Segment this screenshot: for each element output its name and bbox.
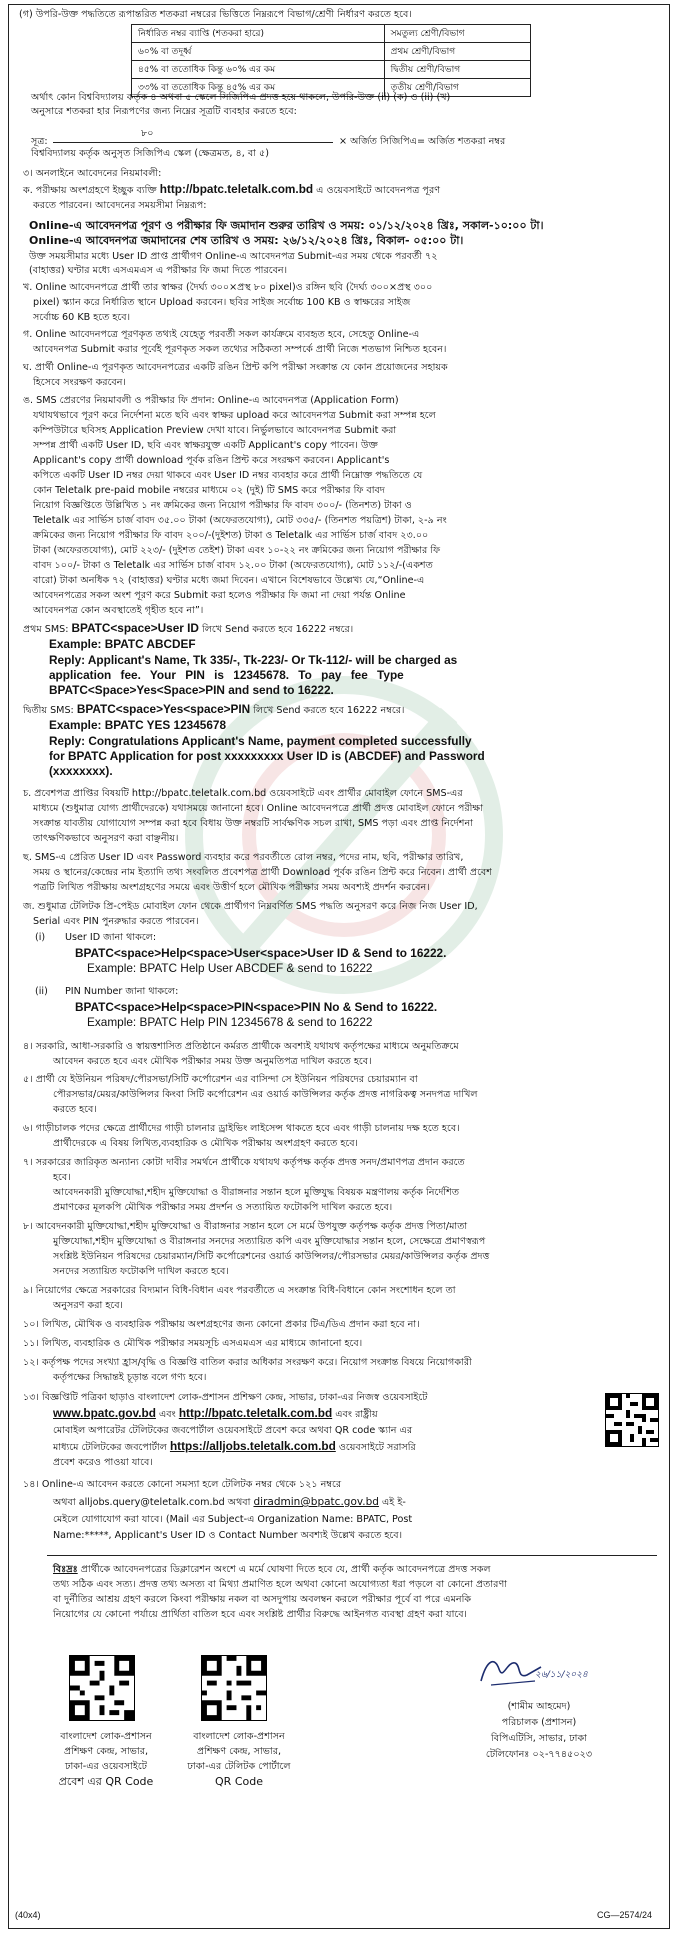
item-14: ১৪। Online-এ আবেদন করতে কোনো সমস্যা হলে টেলিটক নম্বর থেকে ১২১ নম্বরে: [23, 1479, 342, 1490]
teletalk-link[interactable]: http://bpatc.teletalk.com.bd: [178, 1406, 333, 1420]
table-row: [132, 25, 531, 43]
signer-org: বিপিএটিসি, সাভার, ঢাকা: [491, 1733, 587, 1744]
item-14: মেইলে যোগাযোগ করা যাবে। (Mail এর Subject-এ Organization Name: BPATC, Post: [53, 1514, 413, 1525]
table-cell: দ্বিতীয় শ্রেণী/বিভাগ: [384, 61, 530, 79]
bpatc-website-link[interactable]: www.bpatc.gov.bd: [53, 1406, 156, 1420]
second-sms-reply: for BPATC Application for post xxxxxxxxx User ID is (ABCDEF) and Password: [49, 749, 485, 763]
item-sms: কপিতে একটি User ID নম্বর দেয়া থাকবে এবং User ID নম্বর ব্যবহার করে প্রার্থী নিম্নোক্ত পদ্ধতিতে যে: [33, 470, 423, 481]
qr2-caption-line: প্রশিক্ষণ কেন্দ্র, সাভার,: [196, 1746, 282, 1757]
formula-label: সূত্র:: [31, 136, 48, 147]
item-sms: যথাযথভাবে পূরণ করে নির্দেশনা মতে ছবি এবং স্বাক্ষর upload করে আবেদনপত্র Submit করা সম্পন্ন হলে: [33, 410, 436, 421]
item-kha: pixel) স্ক্যান করে নির্ধারিত স্থানে Upload করবেন। ছবির সাইজ সর্বোচ্চ 100 KB ও স্বাক্ষরের সাইজ: [33, 297, 411, 308]
item-sms: ক্রমিকের জন্য নিয়োগ পরীক্ষার ফি বাবদ ২০০/-(দুইশত) টাকা ও Teletalk এর সার্ভিস চার্জ বাবদ ২৩.০০: [33, 530, 429, 541]
second-sms-label: দ্বিতীয় SMS:: [23, 705, 74, 716]
table-cell: ৪৫% বা ততোধিক কিন্তু ৬০% এর কম: [132, 61, 385, 79]
item-14-emails: [53, 1496, 406, 1509]
item-6: ৬। গাড়ীচালক পদের ক্ষেত্রে প্রার্থীদের গাড়ী চালনার ড্রাইভিং লাইসেন্স থাকতে হবে এবং গাড়ী চালনায় দক্ষ হতে হবে।: [23, 1123, 460, 1134]
item-12: কর্তৃপক্ষের সিদ্ধান্তই চূড়ান্ত বলে গণ্য হবে।: [53, 1372, 207, 1383]
second-sms-example: Example: BPATC YES 12345678: [49, 718, 227, 732]
item-chha: ছ. SMS-এ প্রেরিত User ID এবং Password ব্যবহার করে পরবর্তীতে রোল নম্বর, পদের নাম, ছবি, পরীক্ষার তারিখ,: [23, 852, 464, 863]
item-sms: কম্পিউটারে ছবিসহ Application Preview দেখা যাবে। নির্ভুলভাবে আবেদনপত্র Submit করা: [33, 425, 397, 436]
item-11: ১১। লিখিত, ব্যবহারিক ও মৌখিক পরীক্ষার সময়সূচি এসএমএস এর মাধ্যমে জানানো হবে।: [23, 1338, 363, 1349]
signature-date: ২৬/১১/২০২৪: [535, 1670, 588, 1680]
item-sms: সম্পন্ন প্রার্থী একটি User ID, ছবি এবং স্বাক্ষরযুক্ত একটি Applicant's copy পাবেন। উক্ত: [33, 440, 378, 451]
item-8: সংশ্লিষ্ট ইউনিয়ন পরিষদের চেয়ারম্যান/সিটি কর্পোরেশনের ওয়ার্ড কাউন্সিলর/পৌরসভার মেয়র/কাউন্সিলর কর্তৃক প্রদত্ত: [53, 1251, 490, 1262]
item-gha: হিসেবে সংরক্ষণ করবেন।: [33, 377, 126, 388]
item-sms: Applicant's copy প্রার্থী download পূর্বক রঙিন প্রিন্ট করে সংরক্ষণ করবেন। Applicant's: [33, 455, 390, 466]
ja-ii-heading: PIN Number জানা থাকলে:: [65, 986, 179, 997]
item-sms: বারো) টাকা অনধিক ৭২ (বাহাত্তর) ঘণ্টার মধ্যে জমা দিবেন। এখানে বিশেষভাবে উল্লেখ্য যে,“Online-এ: [33, 575, 425, 586]
item-sms: কোন Teletalk pre-paid mobile নম্বরের মাধ্যমে ০২ (দুই) টি SMS করে পরীক্ষার ফি বাবদ: [33, 485, 385, 496]
warning-text: বা দুর্নীতির আশ্রয় গ্রহণ করলে কিংবা পরীক্ষায় নকল বা অসদুপায় অবলম্বন করলে পরীক্ষার পূর্বে বা পরে এমনকি: [53, 1594, 472, 1605]
warning-text: প্রার্থীকে আবেদনপত্রের ডিক্লারেশন অংশে এ মর্মে ঘোষণা দিতে হবে যে, প্রার্থী কর্তৃক আবেদনপত্রে প্রদত্ত সকল: [80, 1564, 491, 1575]
item-10: ১০। লিখিত, মৌখিক ও ব্যবহারিক পরীক্ষায় অংশগ্রহণের জন্য কোনো প্রকার টিএ/ডিএ প্রদান করা হবে না।: [23, 1319, 420, 1330]
formula-numerator: ৮০: [141, 128, 154, 139]
item-sms: ঙ. SMS প্রেরণের নিয়মাবলী ও পরীক্ষার ফি প্রদান: Online-এ আবেদনপত্র (Application Form): [23, 395, 399, 406]
item-kha: সর্বোচ্চ 60 KB হতে হবে।: [33, 312, 131, 323]
table-cell: ৩৩% বা ততোধিক কিন্তু ৪৫% এর কম: [132, 79, 385, 97]
item-13-text: মাধ্যমে টেলিটকের জবপোর্টাল: [53, 1442, 167, 1453]
table-header: নির্ধারিত নম্বর ব্যাপ্তি (শতকরা হারে): [132, 25, 385, 43]
item-4: আবেদন করতে হবে এবং মৌখিক পরীক্ষার সময় উক্ত অনুমতিপত্র দাখিল করতে হবে।: [53, 1056, 372, 1067]
formula-result: × অর্জিত সিজিপিএ= অর্জিত শতকরা নম্বর: [339, 136, 506, 147]
ja-ii-command: BPATC<space>Help<space>PIN<space>PIN No & Send to 16222.: [75, 1000, 438, 1014]
item-13-text: ওয়েবসাইটে সরাসরি: [338, 1442, 416, 1453]
item-7: আবেদনকারী মুক্তিযোদ্ধা,শহীদ মুক্তিযোদ্ধা ও বীরাঙ্গনার সন্তান হলে মুক্তিযুদ্ধ বিষয়ক মন্ত্রণালয় কর্তৃক নির্দেশিত: [53, 1187, 460, 1198]
item-cha: চ. প্রবেশপত্র প্রাপ্তির বিষয়টি http://bpatc.teletalk.com.bd ওয়েবসাইটে এবং প্রার্থীর মোবাইল ফোনে SMS-এর: [23, 788, 463, 799]
item-ja: Serial এবং PIN পুনরুদ্ধার করতে পারবেন।: [33, 916, 199, 927]
item-8: ৮। আবেদনকারী মুক্তিযোদ্ধা,শহীদ মুক্তিযোদ্ধা ও বীরাঙ্গনার সন্তান হলে সে মর্মে উপযুক্ত কর্তৃপক্ষ কর্তৃক প্রদত্ত পিতা/মাতা: [23, 1221, 468, 1232]
diradmin-email-link[interactable]: diradmin@bpatc.gov.bd: [253, 1496, 379, 1508]
ja-ii-label: (ii): [35, 986, 48, 997]
alljobs-link[interactable]: https://alljobs.teletalk.com.bd: [169, 1439, 336, 1453]
signer-title: পরিচালক (প্রশাসন): [501, 1717, 577, 1728]
item-13-alljobs: [53, 1440, 416, 1454]
grade-table: [131, 24, 531, 97]
item-13: প্রবেশ করেও পাওয়া যাবে।: [53, 1457, 153, 1468]
qr1-caption-line: প্রশিক্ষণ কেন্দ্র, সাভার,: [63, 1746, 149, 1757]
qr1-caption-line: প্রবেশ এর QR Code: [58, 1775, 154, 1788]
table-header: সমতুল্য শ্রেণী/বিভাগ: [384, 25, 530, 43]
first-sms-reply: Reply: Applicant's Name, Tk 335/-, Tk-223/- Or Tk-112/- will be charged as: [49, 653, 458, 667]
qr2-caption-line: QR Code: [215, 1775, 263, 1788]
qr2-caption: [179, 1729, 299, 1789]
first-sms-example: Example: BPATC ABCDEF: [49, 637, 196, 651]
item-13: মোবাইল অপারেটর টেলিটকের জবপোর্টাল ওয়েবসাইটে প্রবেশ করে অথবা QR code স্ক্যান এর: [53, 1425, 413, 1436]
formula-denominator: বিশ্ববিদ্যালয় কর্তৃক অনুসৃত সিজিপিএ স্কেল (ক্ষেত্রমত, ৪, বা ৫): [31, 148, 269, 159]
bpatc-website-qr-code-icon: [69, 1655, 135, 1721]
item-chha: সময় ও স্থানের/কেন্দ্রের নাম ইত্যাদি তথ্য সংবলিত প্রবেশপত্র প্রার্থী Download পূর্বক রঙিন প্রিন্ট করে নিবেন। প্রার্থী প্রবেশ: [33, 867, 492, 878]
signer-name: (শামীম আহমেদ): [507, 1701, 571, 1712]
section-g-intro: (গ) উপরি-উক্ত পদ্ধতিতে রূপান্তরিত শতকরা নম্বরের ভিত্তিতে নিম্নরূপে বিভাগ/শ্রেণী নির্ধারণ করতে হবে।: [19, 9, 412, 20]
first-sms-reply: application fee. Your PIN is 12345678. To pay fee Type: [49, 668, 404, 682]
item-sms: বাবদ ১০০/- টাকা ও Teletalk এর সার্ভিস চার্জ বাবদ ১২.০০ টাকা (অফেরতযোগ্য), মোট ১১২/-(একশত: [33, 560, 433, 571]
item-sms: আবেদনপত্র কোন অবস্থাতেই গৃহীত হবে না”।: [33, 605, 204, 616]
note-line: অর্থাৎ কোন বিশ্ববিদ্যালয় কর্তৃক ৪ অথবা ৫ স্কেলে সিজিপিএ প্রদত্ত হয়ে থাকলে, উপরি-উক্ত (ii) (ক) ও (ii) (খ): [31, 92, 451, 103]
item-14: Name:*****, Applicant's User ID ও Contact Number অবশ্যই উল্লেখ করতে হবে।: [53, 1530, 403, 1541]
first-sms-reply: BPATC<Space>Yes<Space>PIN and send to 16222.: [49, 683, 334, 697]
second-sms-reply: Reply: Congratulations Applicant's Name, payment completed successfully: [49, 734, 472, 748]
qr2-caption-line: ঢাকা-এর টেলিটক পোর্টালে: [187, 1761, 291, 1772]
qr1-caption: [51, 1729, 161, 1789]
ja-i-heading: User ID জানা থাকলে:: [65, 932, 157, 943]
table-row: [132, 43, 531, 61]
item-chha: পত্রটি লিখিত পরীক্ষায় অংশগ্রহণের সময়ে এবং উত্তীর্ণ হলে মৌখিক পরীক্ষার সময় অবশ্যই প্রদর্শন করবেন।: [33, 882, 430, 893]
warning-text: তথ্য সঠিক এবং সত্য। প্রদত্ত তথ্য অসত্য বা মিথ্যা প্রমাণিত হলে অথবা কোনো অযোগ্যতা ধরা পড়লে বা কোনো প্রতারণা: [53, 1579, 508, 1590]
first-sms-suffix: লিখে Send করতে হবে 16222 নম্বরে।: [202, 624, 354, 635]
fraction-bar: [53, 142, 333, 143]
item-cha: মাধ্যমে (শুধুমাত্র যোগ্য প্রার্থীদেরকে) যথাসময়ে জানানো হবে। Online আবেদনপত্রে প্রার্থী প্রদত্ত মোবাইল ফোনে পরীক্ষা: [33, 803, 483, 814]
item-14-text: অথবা alljobs.query@teletalk.com.bd অথবা: [53, 1497, 251, 1508]
item-sms: নিয়োগ বিজ্ঞপ্তিতে উল্লিখিত ১ নং ক্রমিকের জন্য নিয়োগ পরীক্ষার ফি বাবদ ৩০০/- (তিনশত) টাকা ও: [33, 500, 412, 511]
item-cha: সংক্রান্ত যাবতীয় যোগাযোগ সম্পন্ন করা হবে বিধায় উক্ত নম্বরটি সার্বক্ষণিক সচল রাখা, SMS পড়া এবং প্রাপ্ত নির্দেশনা: [33, 818, 473, 829]
submit-note: উক্ত সময়সীমার মধ্যে User ID প্রাপ্ত প্রার্থীগণ Online-এ আবেদনপত্র Submit-এর সময় থেকে পরবর্তী ৭২: [29, 251, 438, 262]
ja-ii-example: Example: BPATC Help PIN 12345678 & send to 16222: [87, 1015, 373, 1029]
qr1-caption-line: ঢাকা-এর ওয়েবসাইটে: [65, 1761, 147, 1772]
item-sms: Teletalk এর সার্ভিস চার্জ বাবদ ৩৫.০০ টাকা (অফেরতযোগ্য), মোট ৩৩৫/- (তিনশত পয়ত্রিশ) টাকা, ২-৯ নং: [33, 515, 447, 526]
item-12: ১২। কর্তৃপক্ষ পদের সংখ্যা হ্রাস/বৃদ্ধি ও বিজ্ঞপ্তি বাতিল করার অধিকার সংরক্ষণ করে। নিয়োগ সংক্রান্ত বিষয়ে নিয়োগকারী: [23, 1357, 472, 1368]
ad-reference-code: CG—2574/24: [597, 1910, 653, 1920]
table-cell: প্রথম শ্রেণী/বিভাগ: [384, 43, 530, 61]
signer-block: [464, 1699, 614, 1763]
table-cell: ৬০% বা তদূর্ধ্ব: [132, 43, 385, 61]
second-sms: [23, 703, 404, 717]
item-sms: টাকা (অফেরতযোগ্য), মোট ২২৩/- (দুইশত তেইশ) টাকা এবং ১০-২২ নং ক্রমিকের জন্য নিয়োগ পরীক্ষার ফি: [33, 545, 441, 556]
signer-phone: টেলিফোনঃ ০২-৭৭৪৫০২৩: [485, 1749, 593, 1760]
item-ka-text: এ ওয়েবসাইটে আবেদনপত্র পূরণ: [316, 185, 441, 196]
qr2-caption-line: বাংলাদেশ লোক-প্রশাসন: [193, 1731, 285, 1742]
table-row: [132, 61, 531, 79]
first-sms: [23, 622, 353, 636]
item-cha: তাৎক্ষণিকভাবে অনুসরণ করা বাঞ্ছনীয়।: [33, 833, 179, 844]
item-5: করতে হবে।: [53, 1104, 97, 1115]
warning-text: নিয়োগের যে কোনো পর্যায়ে প্রার্থিতা বাতিল হবে এবং সংশ্লিষ্ট প্রার্থীর বিরুদ্ধে আইনগত ব্যবস্থা গ্রহণ করা যাবে।: [53, 1609, 467, 1620]
item-5: পৌরসভার/মেয়র/কাউন্সিলর কিংবা সিটি কর্পোরেশন এর ওয়ার্ড কাউন্সিলর কর্তৃক প্রদত্ত নাগরিকত্ব সনদপত্র দাখিল: [53, 1089, 478, 1100]
item-gha: ঘ. প্রার্থী Online-এ পূরণকৃত আবেদনপত্রের একটি রঙিন প্রিন্ট কপি পরীক্ষা সংক্রান্ত যে কোন প্রয়োজনের সহায়ক: [23, 362, 448, 373]
teletalk-portal-qr-code-icon: [201, 1655, 267, 1721]
item-13-text: এবং: [158, 1409, 176, 1420]
item-sms: আবেদনপত্রের সকল অংশ পূরণ করে Submit করা হলেও পরীক্ষার ফি জমা না দেয়া পর্যন্ত Online: [33, 590, 406, 601]
item-ja: জ. শুধুমাত্র টেলিটক প্রি-পেইড মোবাইল ফোন থেকে প্রার্থীগণ নিম্নবর্ণিত SMS পদ্ধতি অনুসরণ করে নিজ নিজ User ID,: [23, 901, 478, 912]
warning-line: [53, 1563, 491, 1576]
table-cell: তৃতীয় শ্রেণী/বিভাগ: [384, 79, 530, 97]
item-ka-text: করতে পারবেন। আবেদনের সময়সীমা নিম্নরূপ:: [33, 200, 207, 211]
item-ka-text: ক. পরীক্ষায় অংশগ্রহণে ইচ্ছুক ব্যক্তি: [23, 185, 157, 196]
qr-code-icon: [605, 1393, 659, 1447]
submit-note: (বাহাত্তর) ঘণ্টার মধ্যে এসএমএস এ পরীক্ষার ফি জমা দিতে পারবেন।: [29, 265, 288, 276]
first-sms-label: প্রথম SMS:: [23, 624, 69, 635]
advertisement-page: [8, 4, 670, 1929]
item-9: অনুসরণ করা হবে।: [53, 1300, 123, 1311]
item-kha: খ. Online আবেদনপত্রে প্রার্থী তার স্বাক্ষর (দৈর্ঘ্য ৩০০×প্রস্থ ৮০ pixel)ও রঙ্গিন ছবি (দৈর্ঘ্য ৩০০×প্রস্থ ৩০০: [23, 282, 433, 293]
item-9: ৯। নিয়োগের ক্ষেত্রে সরকারের বিদ্যমান বিধি-বিধান এবং পরবর্তীতে এ সংক্রান্ত বিধি-বিধানে কোন সংশোধন হলে তা: [23, 1285, 456, 1296]
item-ga: আবেদনপত্র Submit করার পূর্বেই পূরণকৃত সকল তথ্যের সঠিকতা সম্পর্কে প্রার্থী নিজে শতভাগ নিশ্চিত হবেন।: [33, 344, 447, 355]
item-ka: [23, 183, 440, 197]
item-7: হবে।: [53, 1172, 71, 1183]
online-start-date: Online-এ আবেদনপত্র পূরণ ও পরীক্ষার ফি জমাদান শুরুর তারিখ ও সময়: ০১/১২/২০২৪ খ্রিঃ, সকাল-১০:০০ টা।: [29, 219, 544, 232]
item-13-text: এবং রাষ্ট্রীয়: [335, 1409, 378, 1420]
item-4: ৪। সরকারি, আধা-সরকারি ও স্বায়ত্তশাসিত প্রতিষ্ঠানে কর্মরত প্রার্থীকে অবশ্যই যথাযথ কর্তৃপক্ষের মাধ্যমে অনুমতিক্রমে: [23, 1041, 459, 1052]
warning-label: বিঃদ্রঃ: [53, 1564, 78, 1575]
item-13-links: [53, 1407, 378, 1421]
second-sms-reply: (xxxxxxxx).: [49, 764, 113, 778]
ja-i-label: (i): [35, 932, 46, 943]
item-14-text: এই ই-: [382, 1497, 406, 1508]
item-7: প্রমাণকের মূলকপি মৌখিক পরীক্ষার সময় প্রদর্শন ও সত্যায়িত ফটোকপি দাখিল করতে হবে।: [53, 1202, 393, 1213]
item-8: সনদের সত্যায়িত ফটোকপি দাখিল করতে হবে।: [53, 1266, 229, 1277]
item-5: ৫। প্রার্থী যে ইউনিয়ন পরিষদ/পৌরসভা/সিটি কর্পোরেশন এর বাসিন্দা সে ইউনিয়ন পরিষদের চেয়ারম্যান বা: [23, 1074, 418, 1085]
item-8: মুক্তিযোদ্ধা,শহীদ মুক্তিযোদ্ধা ও বীরাঙ্গনার সনদের সত্যায়িত কপি এবং মুক্তিযোদ্ধার সন্তান হলে, সেক্ষেত্রে প্রমাণস্বরূপ: [53, 1236, 486, 1247]
item-7: ৭। সরকারের জারিকৃত অন্যান্য কোটা দাবীর সমর্থনে প্রার্থীকে যথাযথ কর্তৃপক্ষ কর্তৃক প্রদত্ত সনদ/প্রমাণপত্র প্রদান করতে: [23, 1157, 465, 1168]
ad-size-code: (40x4): [15, 1910, 41, 1920]
qr1-caption-line: বাংলাদেশ লোক-প্রশাসন: [60, 1731, 152, 1742]
item-13: ১৩। বিজ্ঞপ্তিটি পত্রিকা ছাড়াও বাংলাদেশ লোক-প্রশাসন প্রশিক্ষণ কেন্দ্র, সাভার, ঢাকা-এর নিজস্ব ওয়েবসাইটে: [23, 1392, 428, 1403]
online-end-date: Online-এ আবেদনপত্র জমাদানের শেষ তারিখ ও সময়: ২৬/১২/২০২৪ খ্রিঃ, বিকাল- ০৫:০০ টা।: [29, 234, 464, 247]
second-sms-command: BPATC<space>Yes<space>PIN: [76, 702, 251, 716]
ja-i-command: BPATC<space>Help<space>User<space>User ID & Send to 16222.: [75, 946, 447, 960]
second-sms-suffix: লিখে Send করতে হবে 16222 নম্বরে।: [253, 705, 405, 716]
teletalk-link[interactable]: http://bpatc.teletalk.com.bd: [159, 182, 314, 196]
first-sms-command: BPATC<space>User ID: [71, 621, 199, 635]
item-ga: গ. Online আবেদনপত্রে পূরণকৃত তথ্যই যেহেতু পরবর্তী সকল কার্যক্রমে ব্যবহৃত হবে, সেহেতু Online-এ: [23, 329, 420, 340]
note-line: অনুসারে শতকরা হার নিরূপণের জন্য নিম্নের সূত্রটি ব্যবহার করতে হবে:: [31, 106, 297, 117]
ja-i-example: Example: BPATC Help User ABCDEF & send to 16222: [87, 961, 373, 975]
apply-heading: ৩। অনলাইনে আবেদনের নিয়মাবলী:: [23, 168, 162, 179]
item-6: প্রার্থীদেরকে এ বিষয় লিখিত,ব্যবহারিক ও মৌখিক পরীক্ষায় অংশগ্রহণ করতে হবে।: [53, 1138, 358, 1149]
